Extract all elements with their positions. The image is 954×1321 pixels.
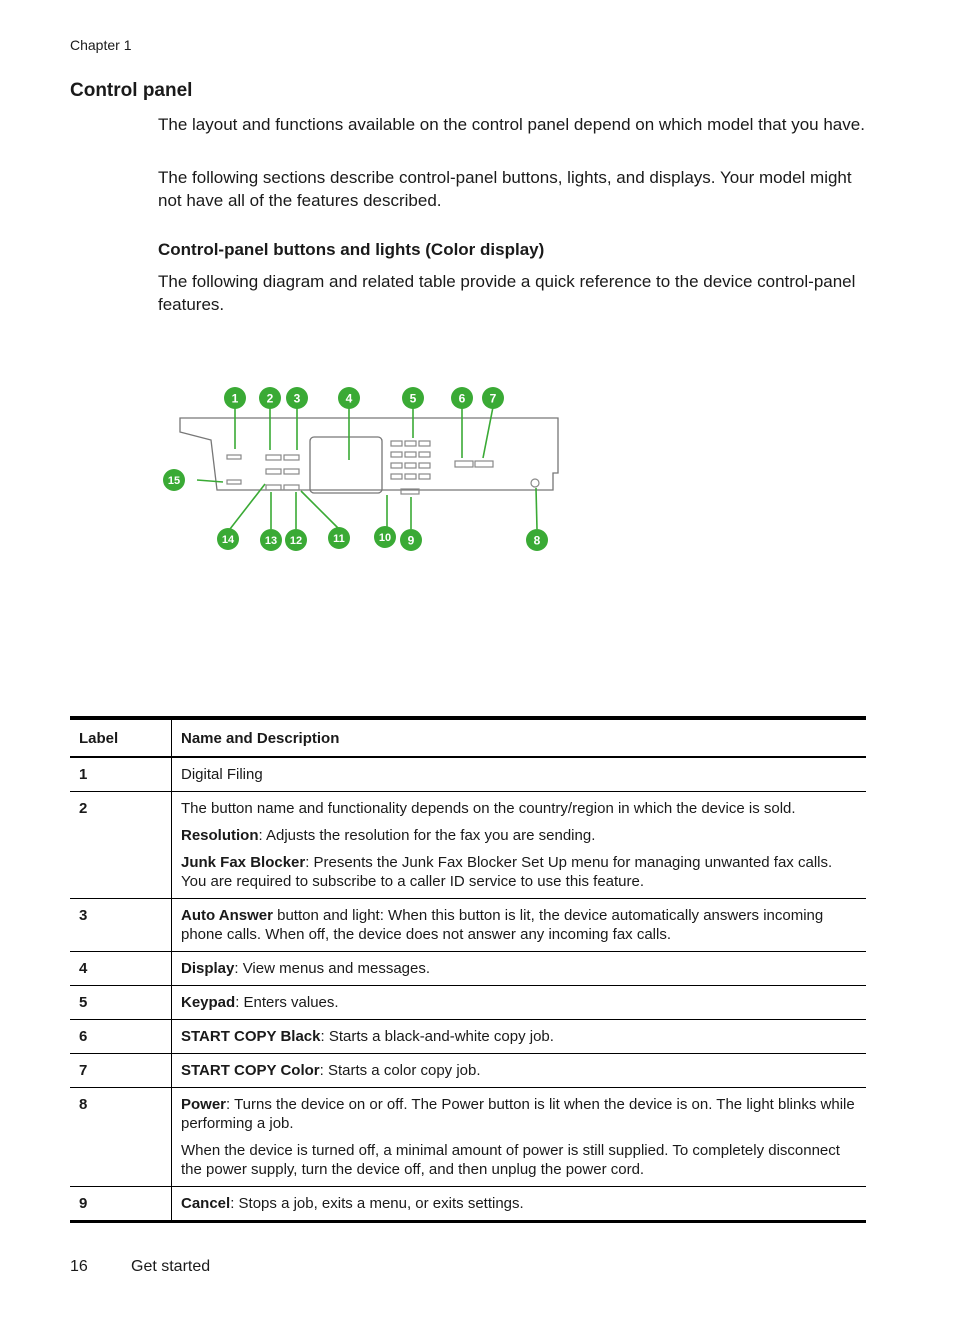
callout-14 — [217, 528, 239, 550]
row-label: 7 — [70, 1054, 172, 1088]
feature-name: START COPY Black — [181, 1028, 321, 1045]
svg-text:13: 13 — [264, 535, 278, 547]
svg-text:8: 8 — [533, 533, 541, 548]
subsection-paragraph: The following diagram and related table provide a quick reference to the device control-panel features. — [158, 272, 856, 314]
row-label: 1 — [70, 757, 172, 792]
description-paragraph — [181, 1061, 857, 1080]
feature-name: Keypad — [181, 994, 236, 1011]
description-paragraph — [181, 1095, 857, 1133]
feature-description: : Starts a color copy job. — [319, 1062, 481, 1079]
table-row — [70, 1088, 866, 1187]
row-label: 2 — [70, 792, 172, 899]
description-column-header: Name and Description — [181, 730, 340, 747]
description-paragraph — [181, 993, 857, 1012]
feature-description: : Starts a black-and-white copy job. — [320, 1028, 554, 1045]
svg-text:12: 12 — [289, 535, 303, 547]
description-paragraph — [181, 959, 857, 978]
page-number: 16 — [70, 1258, 88, 1275]
callout-5 — [402, 387, 424, 409]
callout-15 — [163, 469, 185, 491]
table-row — [70, 899, 866, 952]
row-description — [172, 757, 867, 792]
label-column-header: Label — [70, 718, 172, 757]
table-row — [70, 952, 866, 986]
feature-name: Display — [181, 960, 235, 977]
callout-7 — [482, 387, 504, 409]
description-paragraph — [181, 799, 857, 818]
feature-description: : View menus and messages. — [234, 960, 431, 977]
feature-description: When the device is turned off, a minimal amount of power is still supplied. To completely disconnect the power supply, turn the device off, and then unplug the power cord. — [181, 1142, 840, 1178]
svg-text:1: 1 — [231, 391, 239, 406]
svg-text:5: 5 — [409, 391, 417, 406]
feature-description: button and light: When this button is lit, the device automatically answers incoming phone calls. When off, the device does not answer any incoming fax calls. — [181, 907, 824, 943]
feature-name: Cancel — [181, 1195, 231, 1212]
svg-text:6: 6 — [458, 391, 466, 406]
feature-description: Digital Filing — [181, 766, 263, 783]
footer-section: Get started — [131, 1258, 211, 1275]
svg-text:11: 11 — [333, 533, 345, 545]
description-paragraph — [181, 906, 857, 944]
row-description — [172, 899, 867, 952]
svg-text:2: 2 — [266, 391, 274, 406]
row-label: 9 — [70, 1187, 172, 1222]
table-row — [70, 1020, 866, 1054]
diagram-callouts — [163, 387, 548, 551]
description-paragraph — [181, 765, 857, 784]
svg-text:3: 3 — [293, 391, 301, 406]
svg-text:9: 9 — [407, 533, 415, 548]
row-description — [172, 1187, 867, 1222]
panel-outline — [180, 418, 558, 490]
feature-name: Resolution — [181, 827, 259, 844]
table-row — [70, 986, 866, 1020]
feature-description: : Adjusts the resolution for the fax you are sending. — [258, 827, 596, 844]
callout-10 — [374, 526, 396, 548]
description-paragraph — [181, 1194, 857, 1213]
row-label: 4 — [70, 952, 172, 986]
feature-description: : Turns the device on or off. The Power button is lit when the device is on. The light blinks while performing a job. — [181, 1096, 855, 1132]
row-description — [172, 986, 867, 1020]
table-row — [70, 792, 866, 899]
row-description — [172, 1020, 867, 1054]
description-paragraph — [181, 1027, 857, 1046]
subsection-title: Control-panel buttons and lights (Color display) — [158, 240, 545, 259]
callout-4 — [338, 387, 360, 409]
row-label: 6 — [70, 1020, 172, 1054]
feature-description: : Presents the Junk Fax Blocker Set Up menu for managing unwanted fax calls. You are required to subscribe to a caller ID service to use this feature. — [181, 854, 833, 890]
row-description — [172, 952, 867, 986]
table-row — [70, 1187, 866, 1222]
chapter-header: Chapter 1 — [70, 37, 132, 53]
description-paragraph — [181, 826, 857, 845]
svg-text:7: 7 — [489, 391, 497, 406]
callout-8 — [526, 529, 548, 551]
row-label: 8 — [70, 1088, 172, 1187]
feature-name: Power — [181, 1096, 227, 1113]
section-title: Control panel — [70, 80, 193, 101]
description-paragraph — [181, 1141, 857, 1179]
panel-display-outline — [310, 437, 382, 493]
feature-description: The button name and functionality depends on the country/region in which the device is sold. — [181, 800, 796, 817]
row-description — [172, 792, 867, 899]
table-header-row — [70, 718, 866, 757]
svg-text:15: 15 — [167, 475, 181, 487]
row-description — [172, 1054, 867, 1088]
control-panel-diagram — [155, 380, 565, 560]
feature-name: START COPY Color — [181, 1062, 320, 1079]
table-row — [70, 757, 866, 792]
intro-paragraph-2: The following sections describe control-panel buttons, lights, and displays. Your model might not have all of the features described. — [158, 168, 852, 210]
callout-13 — [260, 529, 282, 551]
callout-3 — [286, 387, 308, 409]
feature-description: : Stops a job, exits a menu, or exits settings. — [230, 1195, 524, 1212]
feature-description: : Enters values. — [235, 994, 339, 1011]
callout-2 — [259, 387, 281, 409]
callout-12 — [285, 529, 307, 551]
feature-name: Junk Fax Blocker — [181, 854, 306, 871]
feature-name: Auto Answer — [181, 907, 273, 924]
description-paragraph — [181, 853, 857, 891]
row-label: 5 — [70, 986, 172, 1020]
svg-text:10: 10 — [378, 532, 392, 544]
row-description — [172, 1088, 867, 1187]
intro-paragraph-1: The layout and functions available on the control panel depend on which model that you have. — [158, 115, 865, 134]
row-label: 3 — [70, 899, 172, 952]
callout-6 — [451, 387, 473, 409]
reference-table — [70, 716, 866, 1223]
callout-1 — [224, 387, 246, 409]
svg-text:4: 4 — [345, 391, 353, 406]
callout-11 — [328, 527, 350, 549]
svg-text:14: 14 — [221, 534, 235, 546]
table-row — [70, 1054, 866, 1088]
callout-9 — [400, 529, 422, 551]
